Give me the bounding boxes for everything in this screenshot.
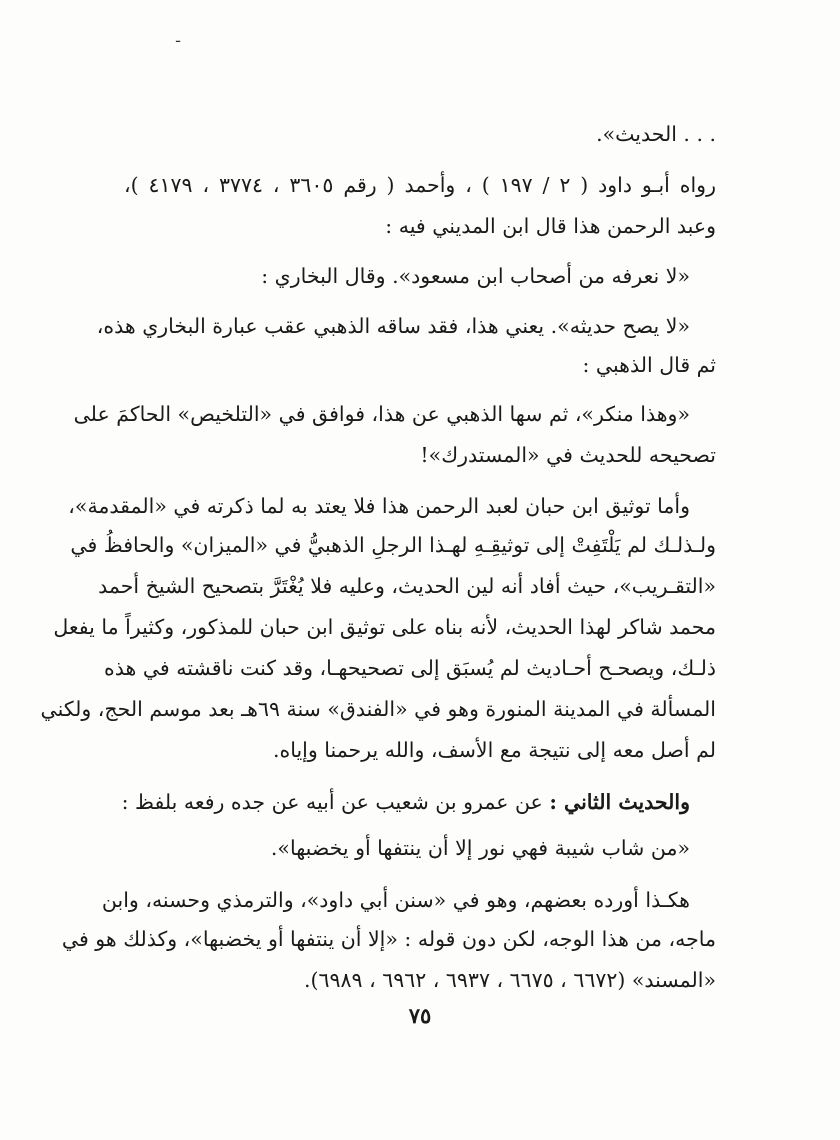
main-paragraph-last <box>124 730 716 771</box>
text-line: هكـذا أورده بعضهم، وهو في «سنن أبي داود»، والترمذي وحسنه، وابن <box>101 888 690 912</box>
text-line: ذلـك، ويصحـح أحـاديث لم يُسبَق إلى تصحيحهـا، وقد كنت ناقشته في هذه <box>104 656 716 680</box>
text-line: «وهذا منكر»، ثم سها الذهبي عن هذا، فوافق في «التلخيص» الحاكمَ على <box>73 402 690 426</box>
text-line: . . . الحديث». <box>596 122 716 146</box>
section-heading: والحديث الثاني : <box>549 790 690 814</box>
quote-2b <box>124 345 716 386</box>
text-line: ثم قال الذهبي : <box>582 353 716 377</box>
text-line: «المسند» (٦٦٧٢ ، ٦٦٧٥ ، ٦٩٣٧ ، ٦٩٦٢ ، ٦٩٨٩). <box>303 968 716 992</box>
text-line: وعبد الرحمن هذا قال ابن المديني فيه : <box>385 214 716 238</box>
corner-mark: ـ <box>176 30 181 46</box>
text-line: لم أصل معه إلى نتيجة مع الأسف، والله يرحمنا وإياه. <box>272 738 716 762</box>
text-line: «التقـريب»، حيث أفاد أنه لين الحديث، وعليه فلا يُغْتَرَّ بتصحيح الشيخ أحمد <box>98 574 716 598</box>
paragraph-1 <box>124 114 716 155</box>
text-line: رواه أبـو داود ( ٢ / ١٩٧ ) ، وأحمد ( رقم ٣٦٠٥ ، ٣٧٧٤ ، ٤١٧٩ )، <box>124 173 716 197</box>
quote-3b <box>124 435 716 476</box>
text-line: المسألة في المدينة المنورة وهو في «الفندق» سنة ٦٩هـ بعد موسم الحج، ولكني <box>40 697 716 721</box>
final-paragraph-last <box>124 960 716 1001</box>
final-paragraph <box>61 919 716 960</box>
text-span: عن عمرو بن شعيب عن أبيه عن جده رفعه بلفظ : <box>121 790 550 814</box>
main-paragraph-first <box>68 486 690 527</box>
text-line: محمد شاكر لهذا الحديث، لأنه بناه على توثيق ابن حبان للمذكور، وكثيراً ما يفعل <box>53 615 716 639</box>
text-line: وأما توثيق ابن حبان لعبد الرحمن هذا فلا يعتد به لما ذكرته في «المقدمة»، <box>68 494 690 518</box>
main-paragraph <box>40 525 716 730</box>
text-line: «لا يصح حديثه». يعني هذا، فقد ساقه الذهبي عقب عبارة البخاري هذه، <box>96 314 690 338</box>
quote-3 <box>73 394 690 435</box>
final-paragraph-first <box>101 880 690 921</box>
text-line: ماجه، من هذا الوجه، لكن دون قوله : «إلا أن ينتفها أو يخضبها»، وكذلك هو في <box>61 927 716 951</box>
paragraph-2b <box>124 206 716 247</box>
quote-1 <box>124 256 690 297</box>
text-line: ولـذلـك لم يَلْتَفِتْ إلى توثيقِـهِ لهـذا الرجلِ الذهبيُّ في «الميزان» والحافظُ في <box>70 533 716 557</box>
second-hadith <box>121 782 690 823</box>
page-number: ٧٥ <box>408 1003 432 1028</box>
text-line: «لا نعرفه من أصحاب ابن مسعود». وقال البخاري : <box>261 264 690 288</box>
quote-2 <box>96 306 690 347</box>
text-line: تصحيحه للحديث في «المستدرك»! <box>420 443 716 467</box>
text-line: «من شاب شيبة فهي نور إلا أن ينتفها أو يخضبها». <box>270 836 690 860</box>
paragraph-2 <box>124 165 716 206</box>
quote-4 <box>124 828 690 869</box>
